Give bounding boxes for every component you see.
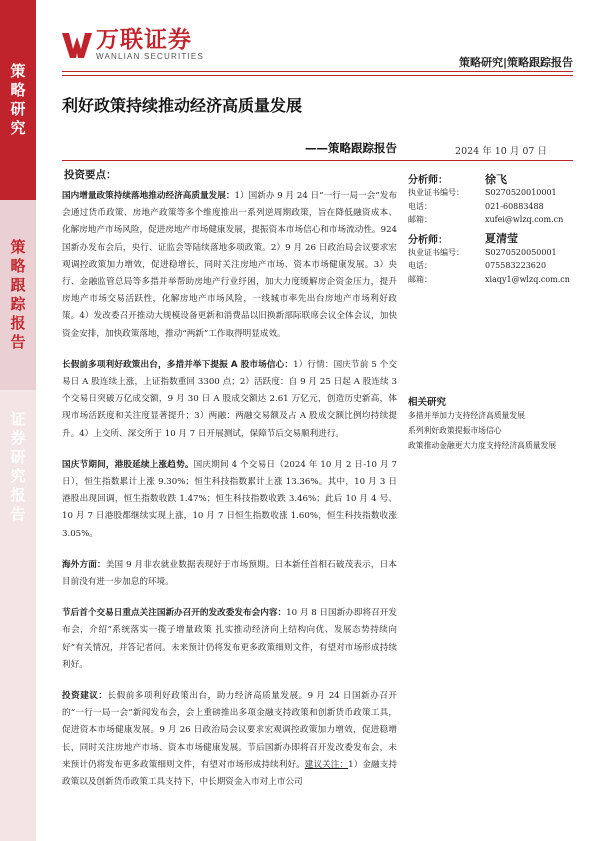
analyst-panel bbox=[408, 170, 576, 454]
sidebar-char: 告 bbox=[10, 505, 26, 523]
sidebar-char: 策 bbox=[10, 238, 26, 256]
analyst-role: 分析师： bbox=[408, 175, 448, 186]
brand-name-en: WANLIAN SECURITIES bbox=[96, 52, 204, 61]
wanlian-logo-icon bbox=[62, 31, 92, 59]
paragraph-text: 长假前多项利好政策出台，助力经济高质量发展。9 月 24 日国新办召开的“一行一局一会”新闻发布会，会上重磅推出多项金融支持政策和创新货币政策工具，促进资本市场健康发展。9 月 26 日政治局会议要求宏观调控政策加力增效，促进稳增长，同时关注房地产市场、资本市场健康发展。节后国新办即将召开发改委发布会，未来预计仍将发布更多政策细则文件，有望对市场形成持续利好。 bbox=[62, 691, 397, 770]
paragraph-post-holiday-focus bbox=[62, 605, 397, 674]
sidebar-char: 研 bbox=[10, 100, 26, 118]
tel-label: 电话： bbox=[408, 261, 432, 271]
report-title: 利好政策持续推动经济高质量发展 bbox=[62, 96, 303, 115]
brand-name-cn: 万联证券 bbox=[96, 27, 192, 53]
sidebar-char: 究 bbox=[10, 119, 26, 137]
left-sidebar bbox=[0, 0, 36, 841]
cert-label: 执业证书编号： bbox=[408, 188, 464, 197]
paragraph-lead: 长假前多项利好政策出台，多措并举下提振 A 股市场信心： bbox=[62, 359, 294, 370]
sidebar-char: 报 bbox=[10, 486, 26, 504]
company-logo bbox=[62, 28, 204, 61]
sidebar-char: 证 bbox=[10, 410, 26, 428]
paragraph-lead: 投资建议： bbox=[62, 691, 108, 702]
paragraph-text: 美国 9 月非农就业数据表现好于市场预期。日本新任首相石破茂表示，日本目前没有进一步加息的环境。 bbox=[62, 559, 397, 588]
related-research-link[interactable]: 政策推动金融更大力度支持经济高质量发展 bbox=[408, 441, 557, 451]
cert-number: S0270520010001 bbox=[485, 188, 557, 197]
paragraph-text: 1）国新办 9 月 24 日“一行一局一会”发布会通过货币政策、房地产政策等多个维度推出一系列逆周期政策，旨在降低融资成本、化解房地产市场风险，促进房地产市场健康发展，提振资本市场信心和市场流动性。924 国新办发布会后，央行、证监会等陆续落地多项政策。2）9 月 26 日政治局会议要求宏观调控政策加力增效，促进稳增长，同时关注房地产市场、资本市场健康发展。3）央行、金融监管总局等多措并举帮助房地产行业纾困，加大力度缓解房企资金压力，提升房地产市场交易活跃性，化解房地产市场风险，一线城市率先出台房地产市场利好政策。4）发改委召开推动大规模设备更新和消费品以旧换新部际联席会议全体会议，加快资金安排，加快政策落地，推动“两新”工作取得明显成效。 bbox=[62, 191, 397, 339]
tel-label: 电话： bbox=[408, 201, 432, 211]
sidebar-char: 策 bbox=[10, 62, 26, 80]
sidebar-char: 略 bbox=[10, 257, 26, 275]
sidebar-char: 报 bbox=[10, 314, 26, 332]
tel-number: 021-60883488 bbox=[485, 201, 544, 211]
paragraph-overseas bbox=[62, 557, 397, 591]
paragraph-text: 国庆期间 4 个交易日（2024 年 10 月 2 日-10 月 7 日），恒生指数累计上涨 9.30%；恒生科技指数累计上涨 13.36%。其中，10 月 3 日港股出现回调，恒生指数收跌 1.47%；恒生科技指数收跌 3.46%；此后 10 月 4 号、10 月 7 日港股都继续实现上涨，10 月 7 日恒生指数收涨 1.60%，恒生科技指数收涨 3.05%。 bbox=[62, 459, 397, 539]
paragraph-investment-advice bbox=[62, 688, 397, 791]
header-divider-thin bbox=[62, 75, 573, 76]
header-divider bbox=[62, 71, 573, 72]
sidebar-label-strategy-research bbox=[0, 0, 36, 200]
report-category: 策略研究|策略跟踪报告 bbox=[458, 56, 573, 69]
sidebar-char: 券 bbox=[10, 429, 26, 447]
sidebar-label-strategy-tracking bbox=[0, 200, 36, 390]
analyst-name: 徐飞 bbox=[485, 172, 507, 186]
sidebar-char: 跟 bbox=[10, 276, 26, 294]
report-date: 2024 年 10 月 07 日 bbox=[455, 146, 547, 157]
sidebar-char: 究 bbox=[10, 467, 26, 485]
analyst-name: 夏清莹 bbox=[485, 232, 518, 246]
sidebar-label-securities-research bbox=[0, 390, 36, 841]
email-link[interactable]: xufei@wlzq.com.cn bbox=[485, 215, 564, 225]
email-label: 邮箱： bbox=[408, 274, 432, 284]
paragraph-a-share-market bbox=[62, 357, 397, 443]
paragraph-lead: 国内增量政策持续落地推动经济高质量发展： bbox=[62, 191, 235, 201]
analyst-row bbox=[408, 230, 576, 247]
cert-label: 执业证书编号： bbox=[408, 247, 464, 257]
title-divider bbox=[62, 160, 573, 161]
recommendation-label: 建议关注： bbox=[304, 759, 349, 770]
paragraph-text: 10 月 8 日国新办即将召开发布会，介绍“系统落实一揽子增量政策 扎实推动经济向上结构向优、发展态势持续向好”有关情况，并答记者问。未来预计仍将发布更多政策细则文件，有望对市场形成持续利好。 bbox=[62, 608, 397, 670]
sidebar-char: 告 bbox=[10, 333, 26, 351]
report-subtitle: ——策略跟踪报告 bbox=[305, 141, 397, 155]
sidebar-char: 研 bbox=[10, 448, 26, 466]
related-research-link[interactable]: 系列利好政策提振市场信心 bbox=[408, 425, 502, 435]
email-link[interactable]: xiaqy1@wlzq.com.cn bbox=[485, 274, 570, 284]
related-research-heading: 相关研究 bbox=[408, 396, 447, 408]
paragraph-tail: 1）金融支持政策以及创新货币政策工具支持下，中长期资金入市对上市公司 bbox=[62, 759, 397, 788]
sidebar-char: 踪 bbox=[10, 295, 26, 313]
main-content bbox=[62, 167, 397, 805]
sidebar-char: 略 bbox=[10, 81, 26, 99]
related-research-link[interactable]: 多措并举加力支持经济高质量发展 bbox=[408, 410, 525, 420]
paragraph-domestic-policy bbox=[62, 188, 397, 343]
paragraph-lead: 国庆节期间，港股延续上涨趋势。 bbox=[62, 459, 194, 470]
paragraph-hk-stocks bbox=[62, 457, 397, 543]
key-points-heading: 投资要点： bbox=[64, 169, 117, 181]
paragraph-text: 1）行情：国庆节前 5 个交易日 A 股连续上涨，上证指数重回 3300 点；2）活跃度：自 9 月 25 日起 A 股连续 3 个交易日突破万亿成交额，9 月 30 日 A 股成交额达 2.61 万亿元，创造历史新高，体现市场活跃度和关注度显著提升；3）两融：两融交易额及占 A 股成交额比例均持续提升。4）上交所、深交所于 10 月 7 日开展测试，保障节后交易顺利进行。 bbox=[62, 359, 397, 439]
analyst-row bbox=[408, 170, 576, 187]
analyst-role: 分析师： bbox=[408, 234, 448, 246]
tel-number: 075583223620 bbox=[485, 261, 547, 271]
paragraph-lead: 海外方面： bbox=[62, 559, 106, 570]
email-label: 邮箱： bbox=[408, 215, 432, 225]
paragraph-lead: 节后首个交易日重点关注国新办召开的发改委发布会内容： bbox=[62, 608, 287, 619]
cert-number: S0270520050001 bbox=[485, 247, 557, 257]
